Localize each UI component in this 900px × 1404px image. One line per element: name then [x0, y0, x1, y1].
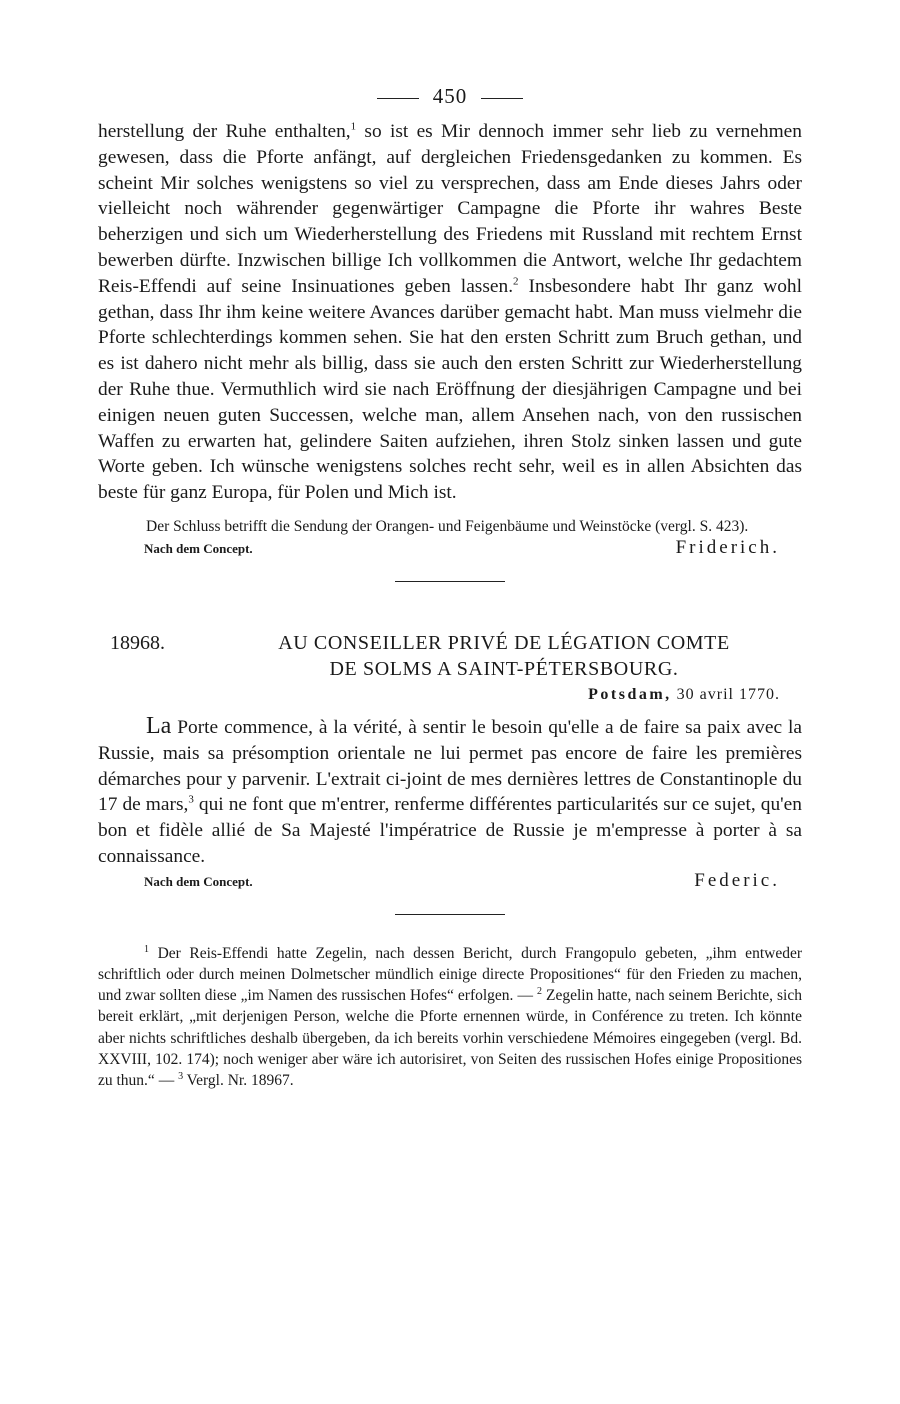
footnote-marker-2: 2	[513, 275, 519, 288]
french-dropcap: La	[146, 712, 172, 739]
french-body-part1: Porte commence, à la vérité, à sentir le besoin qu'elle a de faire sa paix avec la Russie, mais sa présomption orientale ne lui permet pas encore de faire les premières démarches pour y parvenir. L'extrait ci-joint de mes dernières lettres de Constantinople du 17 de mars,	[98, 716, 802, 816]
dateline-date: 30 avril 1770.	[676, 685, 780, 703]
french-body-part2: qui ne font que m'entrer, renferme différentes particularités sur ce sujet, qu'en bon et fidèle allié de Sa Majesté l'impératrice de Russie je m'empresse à porter à sa connaissance.	[98, 794, 802, 867]
page-number-line	[98, 84, 802, 109]
letter-title-line1: AU CONSEILLER PRIVÉ DE LÉGATION COMTE	[278, 631, 730, 654]
german-letter-body	[98, 119, 802, 506]
german-body-part2: so ist es Mir dennoch immer sehr lieb zu vernehmen gewesen, dass die Pforte anfängt, auf dergleichen Friedensgedanken zu kommen. Es scheint Mir solches wenigstens so viel zu versprechen, dass am Ende dieses Jahrs oder vielleicht noch währender gegenwärtiger Campagne die Pforte ihr wahres Beste beherzigen und sich um Wiederherstellung des Friedens mit Russland mit rechtem Ernst bewerben dürfte. Inzwischen billige Ich vollkommen die Antwort, welche Ihr gedachtem Reis-Effendi auf seine Insinuationes geben lassen.	[98, 121, 802, 297]
footnote-1-text: Der Reis-Effendi hatte Zegelin, nach dessen Bericht, durch Frangopulo gebeten, „ihm entweder schriftlich oder durch meinen Dolmetscher mündlich einige directe Propositiones“ für den Frieden zu machen, und zwar sollten diese „im Namen des russischen Hofes“ erfolgen. —	[98, 944, 802, 1005]
page-number: 450	[432, 84, 468, 108]
footnote-3-marker: 3	[178, 1070, 184, 1082]
dateline	[98, 686, 780, 704]
dateline-place: Potsdam,	[588, 685, 672, 703]
section-divider	[395, 581, 505, 582]
letter-title	[236, 630, 802, 682]
french-signature: Federic.	[694, 869, 780, 891]
letter-heading	[98, 630, 802, 682]
french-letter-body	[98, 714, 802, 870]
french-source: Nach dem Concept.	[144, 873, 253, 889]
editorial-note: Der Schluss betrifft die Sendung der Orangen- und Feigenbäume und Weinstöcke (vergl. S. 423).	[146, 517, 749, 535]
french-source-row	[98, 870, 802, 892]
footnote-2-marker: 2	[536, 985, 542, 997]
page-number-dash-right	[481, 98, 523, 99]
book-page	[98, 84, 802, 1107]
footnote-marker-3: 3	[188, 793, 194, 806]
footnote-3-text: Vergl. Nr. 18967.	[183, 1071, 294, 1089]
german-source-row	[98, 537, 802, 559]
letter-title-line2: DE SOLMS A SAINT-PÉTERSBOURG.	[329, 657, 679, 680]
german-body-part1: herstellung der Ruhe enthalten,	[98, 121, 351, 142]
german-source: Nach dem Concept.	[144, 540, 253, 556]
footnote-marker-1: 1	[350, 120, 357, 133]
german-signature: Friderich.	[675, 536, 780, 558]
footnote-1-marker: 1	[144, 943, 149, 955]
footnotes	[98, 943, 802, 1091]
footnote-divider	[395, 914, 505, 915]
letter-number: 18968.	[110, 631, 165, 654]
german-body-part3: Insbesondere habt Ihr ganz wohl gethan, dass Ihr ihm keine weitere Avances darüber gemacht habt. Man muss vielmehr die Pforte schlechterdings kommen sehen. Sie hat den ersten Schritt zum Bruch gethan, und es ist dahero nicht mehr als billig, dass sie auch den ersten Schritt zur Wiederherstellung der Ruhe thue. Vermuthlich wird sie nach Eröffnung der diesjährigen Campagne und bei einigen neuen guten Successen, welche man, allem Ansehen nach, von den russischen Waffen zu erwarten hat, gelindere Saiten aufziehen, ihren Stolz sinken lassen und gute Worte geben. Ich wünsche wenigstens solches recht sehr, weil es in allen Absichten das beste für ganz Europa, für Polen und Mich ist.	[98, 275, 803, 504]
footnote-2-text: Zegelin hatte, nach seinem Berichte, sich bereit erklärt, „mit derjenigen Person, welche die Pforte ernennen würde, in Conférence zu treten. Ich könnte aber nichts schriftliches deshalb übergeben, da ich bereits vorhin verschiedene Mémoires eingegeben (vergl. Bd. XXVIII, 102. 174); noch weniger aber wäre ich autorisiret, von Seiten des russischen Hofes einige Propositiones zu thun.“ —	[98, 987, 802, 1089]
page-number-dash-left	[377, 98, 419, 99]
